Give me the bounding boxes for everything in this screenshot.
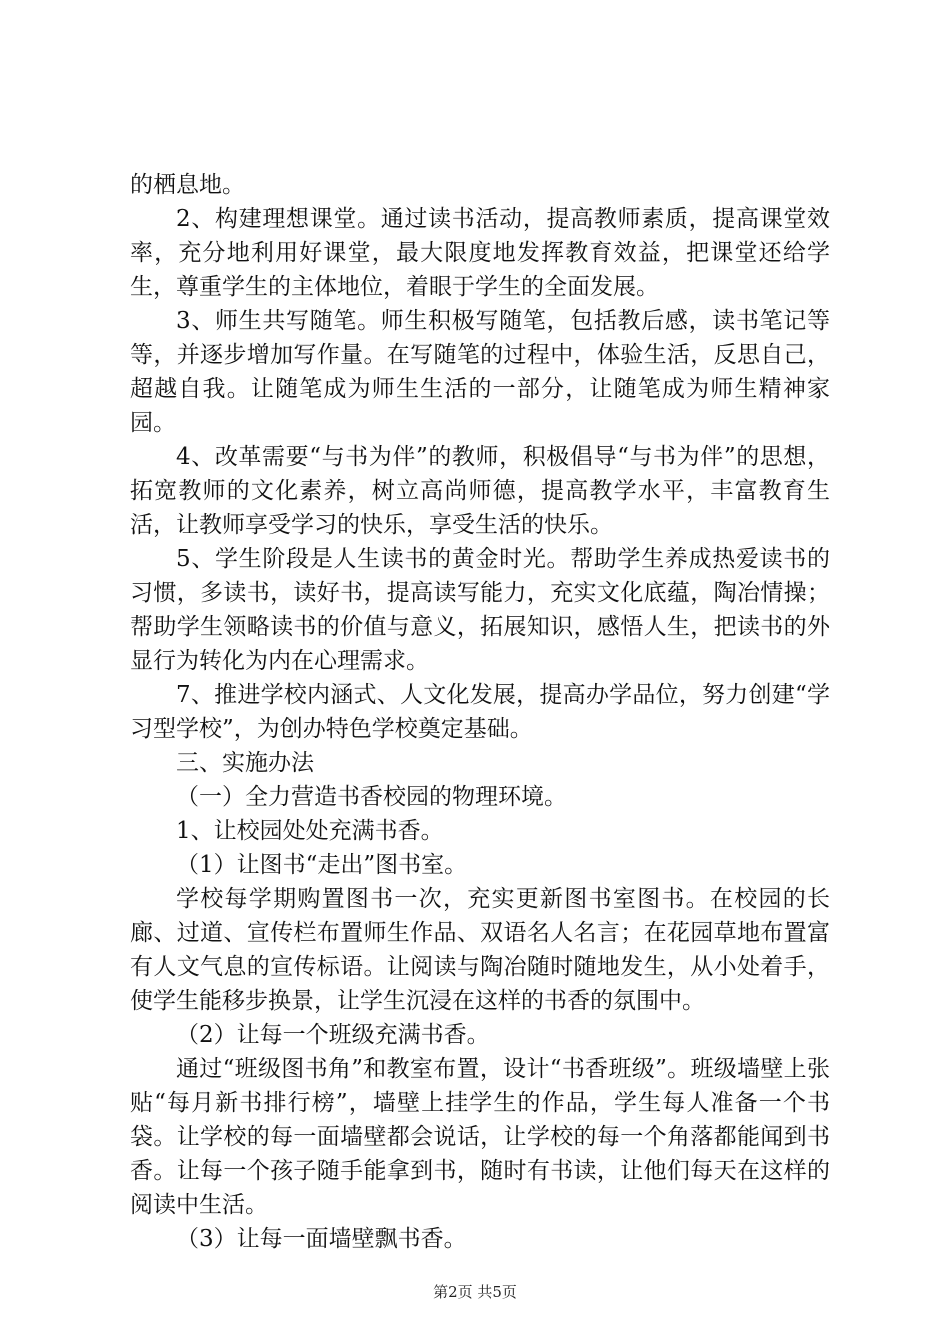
subsection-heading: （一）全力营造书香校园的物理环境。: [176, 784, 567, 810]
document-body: [130, 168, 830, 1256]
paragraph: 3、师生共写随笔。师生积极写随笔，包括教后感，读书笔记等等，并逐步增加写作量。在写随笔的过程中，体验生活，反思自己，超越自我。让随笔成为师生生活的一部分，让随笔成为师生精神家园。: [130, 308, 830, 436]
paragraph: 2、构建理想课堂。通过读书活动，提高教师素质，提高课堂效率，充分地利用好课堂，最大限度地发挥教育效益，把课堂还给学生，尊重学生的主体地位，着眼于学生的全面发展。: [130, 206, 830, 300]
item-subheading: （2）让每一个班级充满书香。: [176, 1022, 490, 1048]
item-heading: 1、让校园处处充满书香。: [176, 818, 444, 844]
paragraph: 的栖息地。: [130, 172, 245, 198]
item-subheading: （1）让图书“走出”图书室。: [176, 852, 468, 878]
paragraph: 通过“班级图书角”和教室布置，设计“书香班级”。班级墙壁上张贴“每月新书排行榜”，墙壁上挂学生的作品，学生每人准备一个书袋。让学校的每一面墙壁都会说话，让学校的每一个角落都能闻到书香。让每一个孩子随手能拿到书，随时有书读，让他们每天在这样的阅读中生活。: [130, 1056, 830, 1218]
item-subheading: （3）让每一面墙壁飘书香。: [176, 1226, 467, 1252]
paragraph: 4、改革需要“与书为伴”的教师，积极倡导“与书为伴”的思想，拓宽教师的文化素养，树立高尚师德，提高教学水平，丰富教育生活，让教师享受学习的快乐，享受生活的快乐。: [130, 444, 830, 538]
paragraph: 7、推进学校内涵式、人文化发展，提高办学品位，努力创建“学习型学校”，为创办特色学校奠定基础。: [130, 682, 830, 742]
page-footer: 第2页 共5页: [433, 1283, 517, 1301]
paragraph: 5、学生阶段是人生读书的黄金时光。帮助学生养成热爱读书的习惯，多读书，读好书，提高读写能力，充实文化底蕴，陶冶情操；帮助学生领略读书的价值与意义，拓展知识，感悟人生，把读书的外显行为转化为内在心理需求。: [130, 546, 830, 674]
paragraph: 学校每学期购置图书一次，充实更新图书室图书。在校园的长廊、过道、宣传栏布置师生作品、双语名人名言；在花园草地布置富有人文气息的宣传标语。让阅读与陶冶随时随地发生，从小处着手，使学生能移步换景，让学生沉浸在这样的书香的氛围中。: [130, 886, 830, 1014]
section-heading: 三、实施办法: [176, 750, 314, 776]
